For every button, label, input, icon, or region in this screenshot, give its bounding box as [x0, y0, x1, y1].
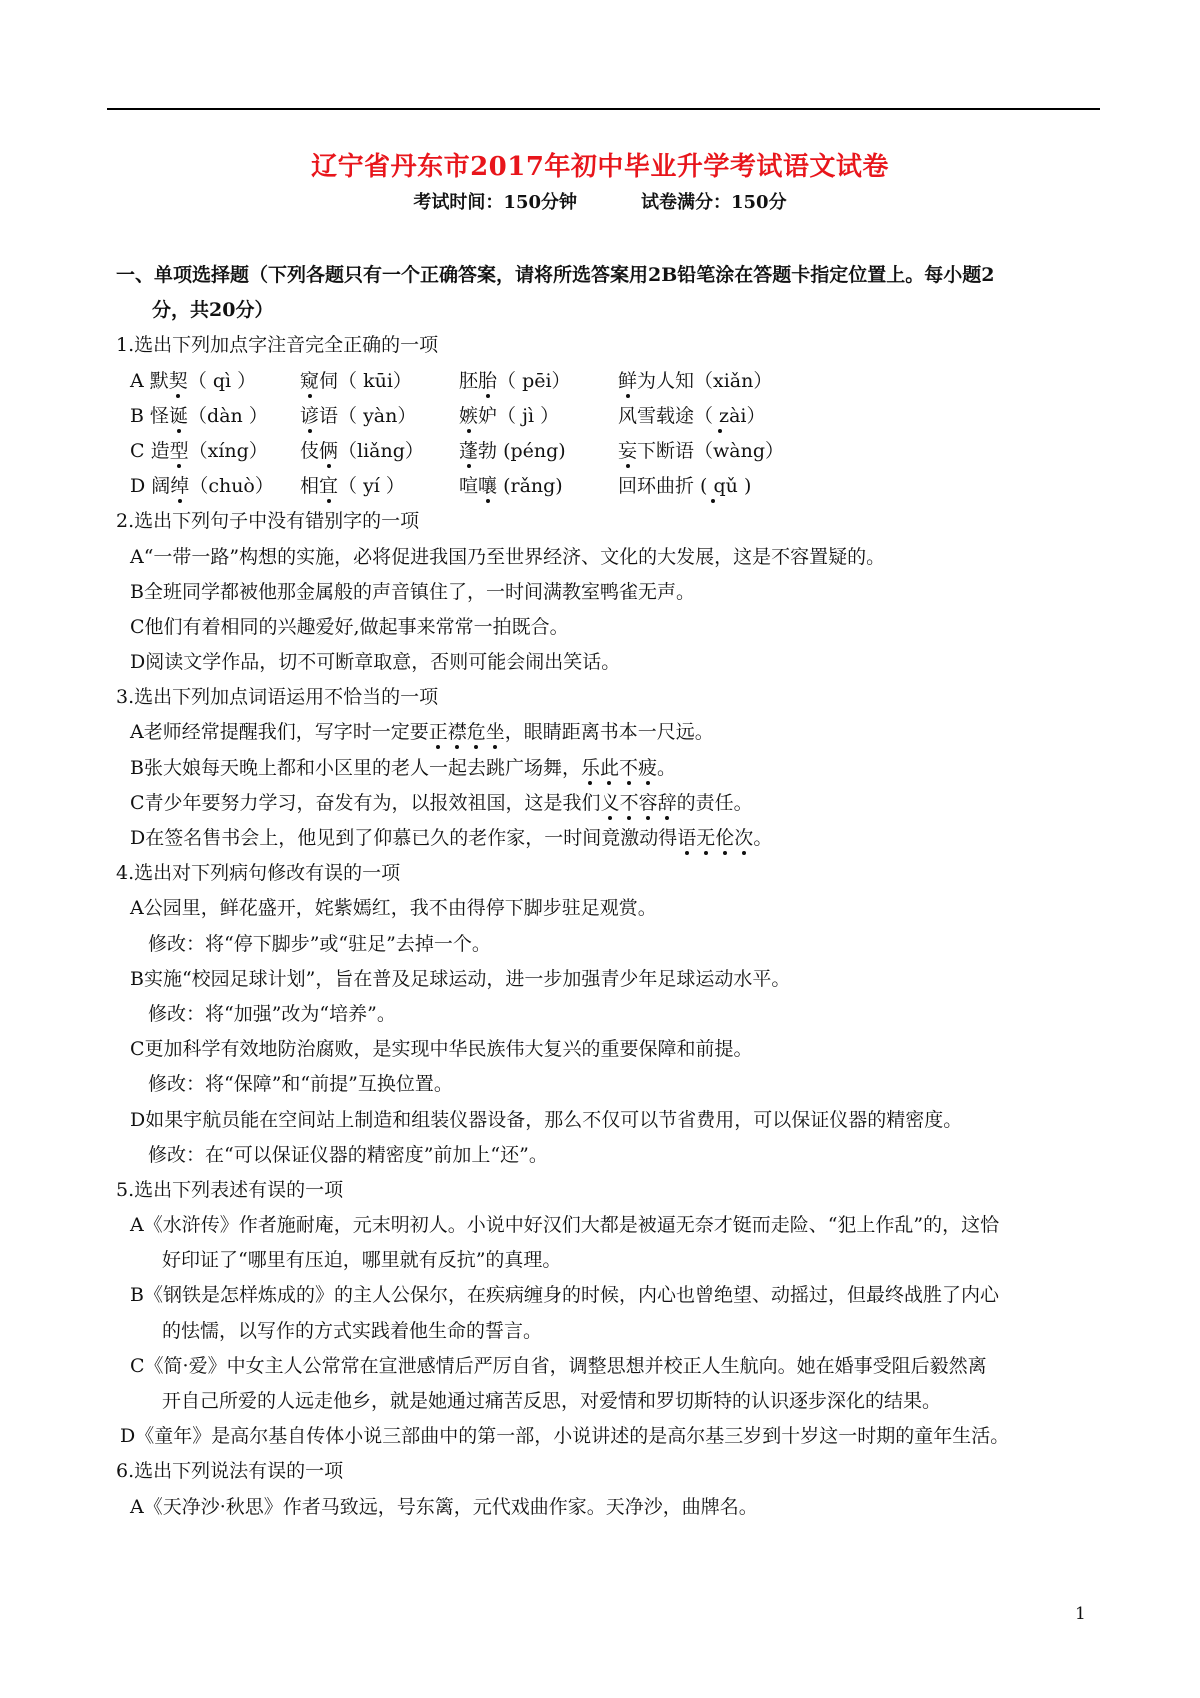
- q5-option-a-cont: 好印证了“哪里有压迫，哪里就有反抗”的真理。: [162, 1249, 562, 1272]
- header-rule: [107, 108, 1100, 110]
- section-heading-cont: 分，共20分）: [152, 299, 274, 322]
- question-2-stem: 2.选出下列句子中没有错别字的一项: [116, 510, 420, 533]
- question-4-stem: 4.选出对下列病句修改有误的一项: [116, 862, 401, 885]
- exam-score: 试卷满分：150分: [641, 192, 787, 213]
- q2-option-c: C他们有着相同的兴趣爱好,做起事来常常一拍既合。: [130, 615, 569, 638]
- q5-option-c-cont: 开自己所爱的人远走他乡，就是她通过痛苦反思，对爱情和罗切斯特的认识逐步深化的结果。: [162, 1390, 942, 1412]
- q5-option-b-cont: 的怯懦，以写作的方式实践着他生命的誓言。: [162, 1319, 543, 1342]
- q4-option-c-fix: 修改：将“保障”和“前提”互换位置。: [148, 1073, 453, 1096]
- q3-option-d: D在签名售书会上，他见到了仰慕已久的老作家，一时间竟激动得语无伦次。: [130, 827, 773, 849]
- q4-option-d-fix: 修改：在“可以保证仪器的精密度”前加上“还”。: [148, 1143, 548, 1166]
- q4-option-c: C更加科学有效地防治腐败，是实现中华民族伟大复兴的重要保障和前提。: [130, 1038, 753, 1061]
- dotted-phrase: 义不容辞: [600, 791, 677, 814]
- page-number: 1: [1075, 1604, 1086, 1624]
- page-title: 辽宁省丹东市2017年初中毕业升学考试语文试卷: [311, 152, 889, 182]
- section-heading: 一、单项选择题（下列各题只有一个正确答案，请将所选答案用2B铅笔涂在答题卡指定位置上。每小题2: [116, 264, 995, 286]
- question-6-stem: 6.选出下列说法有误的一项: [116, 1460, 344, 1483]
- q5-option-a: A《水浒传》作者施耐庵，元末明初人。小说中好汉们大都是被逼无奈才铤而走险、“犯上作乱”的，这恰: [130, 1214, 1000, 1237]
- question-5-stem: 5.选出下列表述有误的一项: [116, 1178, 344, 1201]
- q6-option-a: A《天净沙·秋思》作者马致远，号东篱，元代戏曲作家。天净沙，曲牌名。: [130, 1495, 758, 1518]
- q4-option-d: D如果宇航员能在空间站上制造和组装仪器设备，那么不仅可以节省费用，可以保证仪器的精密度。: [130, 1108, 963, 1131]
- dotted-phrase: 语无伦次: [677, 827, 754, 849]
- q3-option-c: C青少年要努力学习，奋发有为，以报效祖国，这是我们义不容辞的责任。: [130, 791, 753, 814]
- q1-option-d: D 阔绰（chuò） 相宜（ yí ） 喧嚷 (rǎng) 回环曲折 ( qǔ ): [130, 475, 752, 498]
- q4-option-a: A公园里，鲜花盛开，姹紫嫣红，我不由得停下脚步驻足观赏。: [130, 897, 657, 920]
- q1-option-a: A 默契（ qì ） 窥伺（ kūi） 胚胎（ pēi） 鲜为人知（xiǎn）: [130, 369, 773, 392]
- q3-option-a: A老师经常提醒我们，写字时一定要正襟危坐，眼睛距离书本一尺远。: [130, 721, 714, 744]
- q2-option-a: A“一带一路”构想的实施，必将促进我国乃至世界经济、文化的大发展，这是不容置疑的。: [130, 545, 886, 568]
- q1-option-c: C 造型（xíng） 伎俩（liǎng） 蓬勃 (péng) 妄下断语（wàng）: [130, 439, 785, 462]
- q4-option-a-fix: 修改：将“停下脚步”或“驻足”去掉一个。: [148, 932, 491, 955]
- q1-option-b: B 怪诞（dàn ） 谚语（ yàn） 嫉妒（ jì ） 风雪载途（ zài）: [130, 404, 766, 427]
- q2-option-b: B全班同学都被他那金属般的声音镇住了，一时间满教室鸭雀无声。: [130, 580, 695, 603]
- q2-option-d: D阅读文学作品，切不可断章取意，否则可能会闹出笑话。: [130, 651, 621, 674]
- q3-option-b: B张大娘每天晚上都和小区里的老人一起去跳广场舞，乐此不疲。: [130, 756, 677, 779]
- exam-content: [116, 258, 1106, 1525]
- q4-option-b: B实施“校园足球计划”，旨在普及足球运动，进一步加强青少年足球运动水平。: [130, 967, 791, 990]
- q4-option-b-fix: 修改：将“加强”改为“培养”。: [148, 1002, 396, 1025]
- dotted-phrase: 正襟危坐: [428, 721, 505, 744]
- dotted-phrase: 乐此不疲: [580, 756, 658, 779]
- exam-time: 考试时间：150分钟: [413, 192, 577, 213]
- exam-meta: [0, 188, 1200, 214]
- q5-option-c: C《简·爱》中女主人公常常在宣泄感情后严厉自省，调整思想并校正人生航向。她在婚事受阻后毅然离: [130, 1354, 987, 1377]
- q5-option-d: D《童年》是高尔基自传体小说三部曲中的第一部，小说讲述的是高尔基三岁到十岁这一时期的童年生活。: [120, 1425, 1010, 1448]
- q5-option-b: B《钢铁是怎样炼成的》的主人公保尔，在疾病缠身的时候，内心也曾绝望、动摇过，但最终战胜了内心: [130, 1284, 999, 1307]
- question-1-stem: 1.选出下列加点字注音完全正确的一项: [116, 334, 439, 357]
- question-3-stem: 3.选出下列加点词语运用不恰当的一项: [116, 686, 439, 709]
